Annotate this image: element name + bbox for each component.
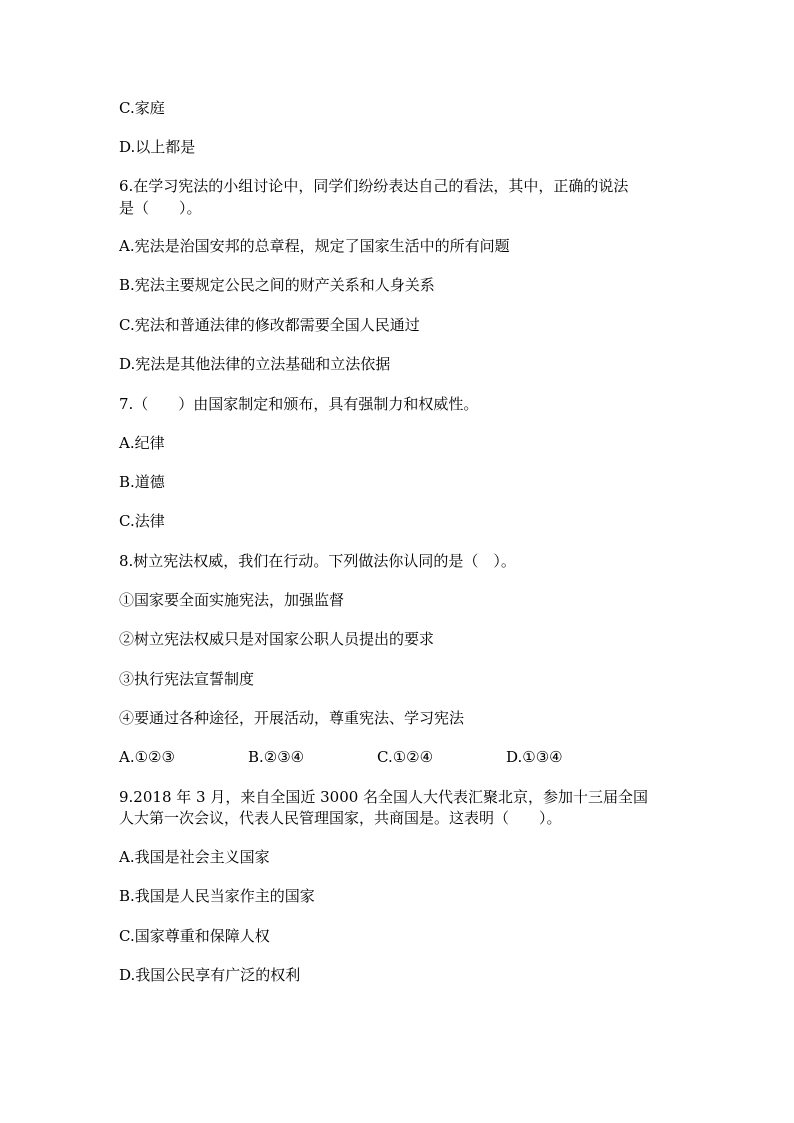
q6-stem-line2: 是（ ）。 [119, 199, 202, 217]
q7-option-c: C.法律 [119, 512, 165, 530]
q6-option-b: B.宪法主要规定公民之间的财产关系和人身关系 [119, 276, 435, 294]
q8-stem: 8.树立宪法权威，我们在行动。下列做法你认同的是（ ）。 [119, 552, 516, 570]
q6-option-d: D.宪法是其他法律的立法基础和立法依据 [119, 355, 391, 373]
q6-stem-line1: 6.在学习宪法的小组讨论中，同学们纷纷表达自己的看法，其中，正确的说法 [119, 177, 629, 195]
q6-option-a: A.宪法是治国安邦的总章程，规定了国家生活中的所有问题 [119, 237, 510, 255]
q7-option-b: B.道德 [119, 473, 165, 491]
q9-option-d: D.我国公民享有广泛的权利 [119, 966, 301, 984]
q5-option-c: C.家庭 [119, 99, 165, 117]
q8-item-3: ③执行宪法宣誓制度 [119, 670, 255, 688]
q8-option-c: C.①②④ [377, 748, 434, 766]
q6-option-c: C.宪法和普通法律的修改都需要全国人民通过 [119, 316, 420, 334]
q9-stem-line1: 9.2018 年 3 月，来自全国近 3000 名全国人大代表汇聚北京，参加十三届全国 [119, 788, 649, 806]
q9-option-b: B.我国是人民当家作主的国家 [119, 887, 315, 905]
q8-option-d: D.①③④ [506, 748, 563, 766]
q8-item-4: ④要通过各种途径，开展活动，尊重宪法、学习宪法 [119, 709, 465, 727]
q8-item-1: ①国家要全面实施宪法，加强监督 [119, 591, 345, 609]
q9-option-a: A.我国是社会主义国家 [119, 848, 270, 866]
q8-item-2: ②树立宪法权威只是对国家公职人员提出的要求 [119, 630, 435, 648]
q8-option-b: B.②③④ [248, 748, 305, 766]
q7-option-a: A.纪律 [119, 434, 165, 452]
q9-stem-line2: 人大第一次会议，代表人民管理国家，共商国是。这表明（ ）。 [119, 809, 562, 827]
q5-option-d: D.以上都是 [119, 138, 196, 156]
q8-options-row [119, 747, 635, 767]
q7-stem: 7.（ ）由国家制定和颁布，具有强制力和权威性。 [119, 395, 479, 413]
q9-option-c: C.国家尊重和保障人权 [119, 927, 270, 945]
q8-option-a: A.①②③ [119, 748, 175, 766]
